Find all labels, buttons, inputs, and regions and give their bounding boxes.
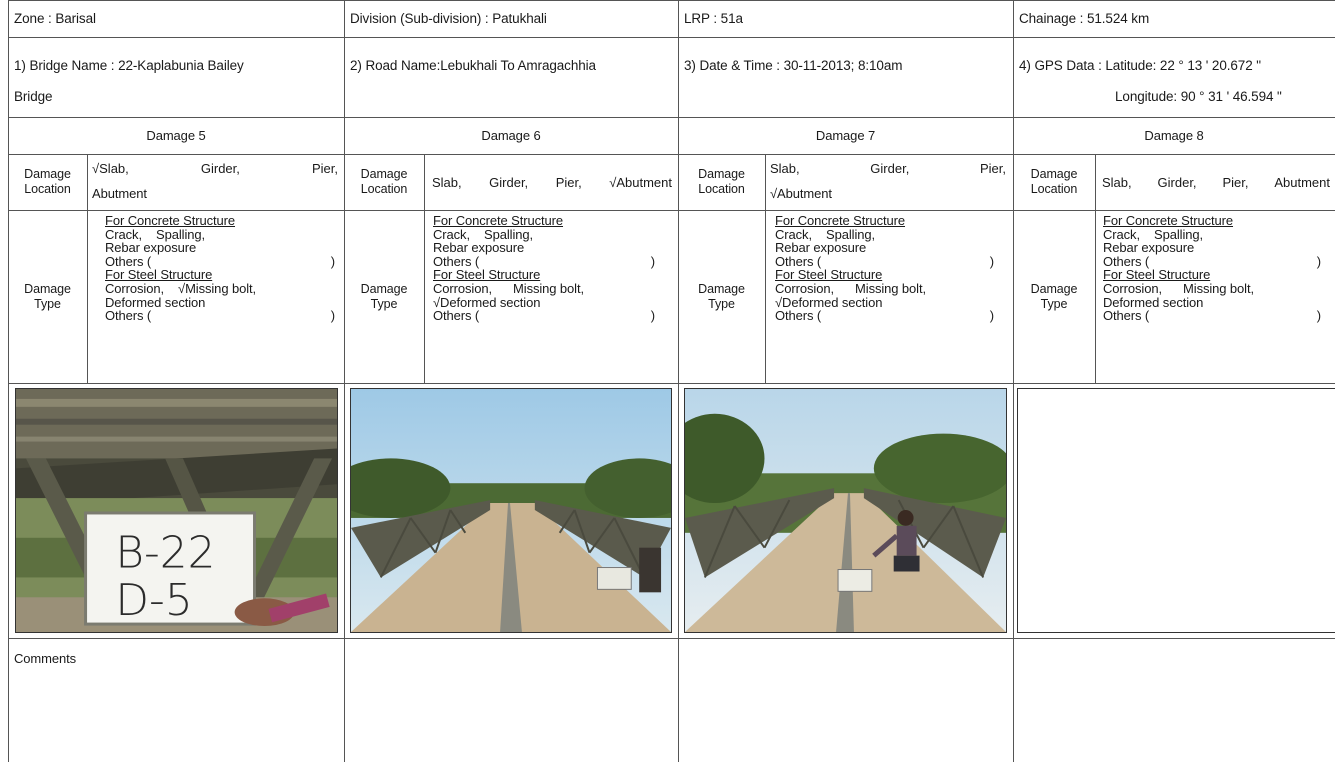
lrp-field: LRP : 51a — [684, 11, 743, 26]
location-pier: Pier, — [1222, 175, 1249, 190]
gps-latitude-field: 4) GPS Data : Latitude: 22 ° 13 ' 20.672 " — [1019, 58, 1261, 73]
steel-structure-title: For Steel Structure — [775, 267, 883, 283]
grid-col-3 — [678, 0, 679, 762]
location-pier: Pier, — [311, 161, 338, 176]
grid-sub-4 — [1095, 154, 1096, 383]
location-abutment: Abutment — [92, 186, 147, 201]
bridge-deck-photo — [351, 389, 671, 632]
location-girder: Girder, — [1157, 175, 1197, 190]
grid-col-4 — [1013, 0, 1014, 762]
location-pier: Pier, — [979, 161, 1006, 176]
grid-row-2 — [8, 117, 1335, 118]
road-name-field: 2) Road Name:Lebukhali To Amragachhia — [350, 58, 596, 73]
damage-type-label: Damage Type — [360, 282, 408, 311]
location-abutment: Abutment — [1274, 175, 1330, 190]
chainage-field: Chainage : 51.524 km — [1019, 11, 1150, 26]
damage-7-location — [770, 161, 1006, 176]
location-girder: Girder, — [489, 175, 529, 190]
damage-8-photo-empty — [1017, 388, 1335, 633]
damage-8-title: Damage 8 — [1144, 128, 1204, 143]
comments-label: Comments — [14, 651, 77, 666]
damage-6-title: Damage 6 — [481, 128, 541, 143]
gps-longitude-field: Longitude: 90 ° 31 ' 46.594 " — [1115, 89, 1282, 104]
location-slab: √Slab, — [92, 161, 129, 176]
bridge-inspector-photo — [685, 389, 1006, 632]
grid-sub-2 — [424, 154, 425, 383]
damage-5-type: For Concrete Structure Crack, Spalling, Rebar exposure Others ( ) For Steel Structure Corrosion, √Missing bolt, Deformed section Others ( ) — [105, 213, 335, 324]
bridge-name-field: 1) Bridge Name : 22-Kaplabunia Bailey — [14, 58, 244, 73]
damage-6-location — [432, 175, 672, 190]
location-slab: Slab, — [1102, 175, 1132, 190]
concrete-structure-title: For Concrete Structure — [775, 213, 906, 228]
grid-row-3 — [8, 154, 1335, 155]
grid-row-1 — [8, 37, 1335, 38]
damage-5-photo — [15, 388, 338, 633]
whiteboard-line-2: D-5 — [115, 575, 193, 627]
location-slab: Slab, — [432, 175, 462, 190]
steel-structure-title: For Steel Structure — [433, 267, 541, 283]
zone-field: Zone : Barisal — [14, 11, 96, 26]
damage-location-label: Damage Location — [1030, 167, 1078, 196]
concrete-structure-title: For Concrete Structure — [433, 213, 564, 228]
damage-location-label: Damage Location — [360, 167, 408, 196]
damage-7-type: For Concrete Structure Crack, Spalling, Rebar exposure Others ( ) For Steel Structure Corrosion, Missing bolt, √Deformed section Others ( ) — [775, 213, 994, 324]
grid-sub-3 — [765, 154, 766, 383]
grid-sub-1 — [87, 154, 88, 383]
location-girder: Girder, — [200, 161, 240, 176]
location-pier: Pier, — [555, 175, 582, 190]
damage-location-label: Damage Location — [698, 167, 745, 196]
whiteboard-line-1: B-22 — [115, 527, 216, 579]
damage-6-photo — [350, 388, 672, 633]
check-mark: √ — [775, 294, 783, 310]
inspection-sheet — [8, 0, 1335, 762]
damage-8-location — [1102, 175, 1330, 190]
location-girder: Girder, — [870, 161, 910, 176]
date-time-field: 3) Date & Time : 30-11-2013; 8:10am — [684, 58, 903, 73]
damage-location-label: Damage Location — [24, 167, 71, 196]
grid-row-top — [8, 0, 1335, 1]
damage-7-photo — [684, 388, 1007, 633]
grid-col-2 — [344, 0, 345, 762]
concrete-structure-title: For Concrete Structure — [105, 213, 236, 228]
steel-structure-title: For Steel Structure — [105, 267, 213, 283]
grid-row-4 — [8, 210, 1335, 211]
check-mark: √ — [433, 294, 441, 310]
damage-5-location — [92, 161, 338, 176]
check-mark: √ — [178, 280, 186, 296]
concrete-structure-title: For Concrete Structure — [1103, 213, 1234, 228]
damage-type-label: Damage Type — [698, 282, 745, 311]
damage-5-title: Damage 5 — [146, 128, 206, 143]
location-abutment: √Abutment — [609, 175, 672, 190]
location-slab: Slab, — [770, 161, 800, 176]
damage-6-type: For Concrete Structure Crack, Spalling, Rebar exposure Others ( ) For Steel Structure Corrosion, Missing bolt, √Deformed section Others ( ) — [433, 213, 655, 324]
bridge-underside-photo — [16, 389, 337, 632]
bridge-name-field-cont: Bridge — [14, 89, 53, 104]
damage-type-label: Damage Type — [1030, 282, 1078, 311]
grid-col-left — [8, 0, 9, 762]
damage-7-title: Damage 7 — [815, 128, 876, 143]
division-field: Division (Sub-division) : Patukhali — [350, 11, 547, 26]
location-abutment: √Abutment — [770, 186, 832, 201]
damage-8-type: For Concrete Structure Crack, Spalling, Rebar exposure Others ( ) For Steel Structure Corrosion, Missing bolt, Deformed section Others ( ) — [1103, 213, 1321, 324]
grid-row-6 — [8, 638, 1335, 639]
damage-type-label: Damage Type — [24, 282, 71, 311]
steel-structure-title: For Steel Structure — [1103, 267, 1211, 283]
grid-row-5 — [8, 383, 1335, 384]
